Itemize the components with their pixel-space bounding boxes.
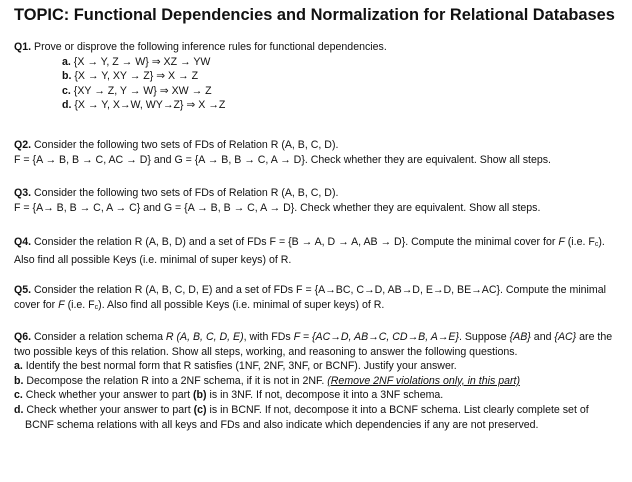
question-6-text-3: . Suppose bbox=[458, 331, 510, 343]
rule-c bbox=[62, 84, 620, 99]
part-c-text-2: is in 3NF. If not, decompose it into a 3NF schema. bbox=[206, 389, 444, 402]
inference-rules-list bbox=[14, 55, 620, 113]
part-a-label: a. bbox=[14, 360, 23, 373]
question-3-label: Q3. bbox=[14, 187, 32, 199]
question-3-text: Consider the following two sets of FDs of Relation R (A, B, C, D). bbox=[31, 187, 339, 199]
question-6 bbox=[14, 330, 620, 432]
question-3-line-2: F = {A→ B, B → C, A → C} and G = {A → B, B → C, A → D}. Check whether they are equivalent. Show all steps. bbox=[14, 201, 541, 214]
question-4-text-c: ). Also find all possible Keys (i.e. minimal of super keys) of R. bbox=[14, 236, 605, 266]
question-2-text: Consider the following two sets of FDs of Relation R (A, B, C, D). bbox=[31, 139, 339, 151]
question-1-prompt bbox=[14, 40, 620, 55]
question-6-fds: F = {AC→D, AB→C, CD→B, A→E} bbox=[293, 331, 459, 343]
part-b-text: Decompose the relation R into a 2NF schema, if it is not in 2NF. bbox=[23, 374, 328, 387]
part-a-text: Identify the best normal form that R satisfies (1NF, 2NF, 3NF, or BCNF). Justify your answer. bbox=[22, 360, 457, 373]
question-5-text bbox=[14, 283, 620, 315]
question-4-text bbox=[14, 235, 620, 267]
part-c-label: c. bbox=[14, 389, 23, 402]
rule-c-text: {XY → Z, Y → W} ⇒ XW → Z bbox=[70, 84, 212, 97]
part-d-ref: (c) bbox=[193, 403, 207, 416]
question-1-text: Prove or disprove the following inference rules for functional dependencies. bbox=[31, 41, 387, 53]
question-5-text-c: ). Also find all possible Keys (i.e. minimal of super keys) of R. bbox=[98, 298, 385, 311]
question-5 bbox=[14, 283, 620, 315]
part-d-text-1: Check whether your answer to part bbox=[23, 403, 194, 416]
question-2 bbox=[14, 138, 620, 167]
question-3 bbox=[14, 186, 620, 215]
question-4-f-symbol: F bbox=[558, 236, 565, 248]
part-c-text-1: Check whether your answer to part bbox=[22, 389, 194, 402]
question-6-part-d bbox=[14, 403, 620, 432]
rule-a-text: {X → Y, Z → W} ⇒ XZ → YW bbox=[70, 55, 211, 68]
question-5-subscript: c bbox=[94, 303, 99, 311]
question-3-line-1 bbox=[14, 186, 620, 201]
question-6-text-4: and bbox=[530, 331, 555, 343]
question-5-label: Q5. bbox=[14, 284, 32, 296]
rule-d-text: {X → Y, X→W, WY→Z} ⇒ X →Z bbox=[71, 99, 226, 112]
rule-a-label: a. bbox=[62, 55, 71, 68]
question-6-part-b bbox=[14, 374, 620, 389]
question-4-label: Q4. bbox=[14, 236, 32, 248]
rule-d-label: d. bbox=[62, 99, 72, 112]
question-6-part-a bbox=[14, 359, 620, 374]
question-4-text-a: Consider the relation R (A, B, D) and a set of FDs F = {B → A, D → A, AB → D}. Compute the minimal cover for bbox=[31, 236, 559, 248]
rule-b-label: b. bbox=[62, 70, 72, 83]
question-4 bbox=[14, 235, 620, 267]
part-d-label: d. bbox=[14, 403, 24, 416]
question-6-parts-list bbox=[14, 359, 620, 432]
question-6-text-2: , with FDs bbox=[243, 331, 294, 343]
question-6-schema: R (A, B, C, D, E) bbox=[165, 331, 244, 343]
question-6-part-c bbox=[14, 388, 620, 403]
question-1-label: Q1. bbox=[14, 41, 32, 53]
question-4-subscript: c bbox=[594, 241, 599, 248]
part-c-ref: (b) bbox=[193, 389, 207, 402]
question-2-label: Q2. bbox=[14, 139, 32, 151]
question-5-text-a: Consider the relation R (A, B, C, D, E) and a set of FDs F = {A→BC, C→D, AB→D, E→D, BE→AC}. Compute the minimal cover for bbox=[14, 284, 606, 311]
question-2-line-1 bbox=[14, 138, 620, 153]
question-5-text-b: (i.e. F bbox=[64, 298, 95, 311]
question-1 bbox=[14, 40, 620, 113]
question-5-f-symbol: F bbox=[58, 298, 65, 311]
question-6-key-1: {AB} bbox=[509, 331, 531, 343]
question-4-text-b: (i.e. F bbox=[564, 236, 595, 248]
question-6-prompt bbox=[14, 330, 620, 359]
question-6-key-2: {AC} bbox=[554, 331, 577, 343]
question-6-text-1: Consider a relation schema bbox=[31, 331, 166, 343]
question-2-line-2: F = {A → B, B → C, AC → D} and G = {A → B, B → C, A → D}. Check whether they are equivalent. Show all steps. bbox=[14, 153, 551, 166]
question-6-text-5: are the two possible keys of this relation. Show all steps, working, and reasoning to answer the following questions. bbox=[14, 331, 613, 358]
part-b-label: b. bbox=[14, 374, 24, 387]
rule-a bbox=[62, 55, 620, 70]
rule-b-text: {X → Y, XY → Z} ⇒ X → Z bbox=[71, 70, 199, 83]
page-title: TOPIC: Functional Dependencies and Normalization for Relational Databases bbox=[14, 6, 615, 24]
rule-d bbox=[62, 98, 620, 113]
part-b-note: (Remove 2NF violations only, in this part) bbox=[327, 374, 520, 387]
question-6-label: Q6. bbox=[14, 331, 32, 343]
rule-c-label: c. bbox=[62, 84, 71, 97]
part-d-text-2: is in BCNF. If not, decompose it into a BCNF schema. List clearly complete set of BCNF schema relations with all keys and FDs and also indicate which dependencies if any are not preserved. bbox=[25, 403, 589, 431]
rule-b bbox=[62, 69, 620, 84]
